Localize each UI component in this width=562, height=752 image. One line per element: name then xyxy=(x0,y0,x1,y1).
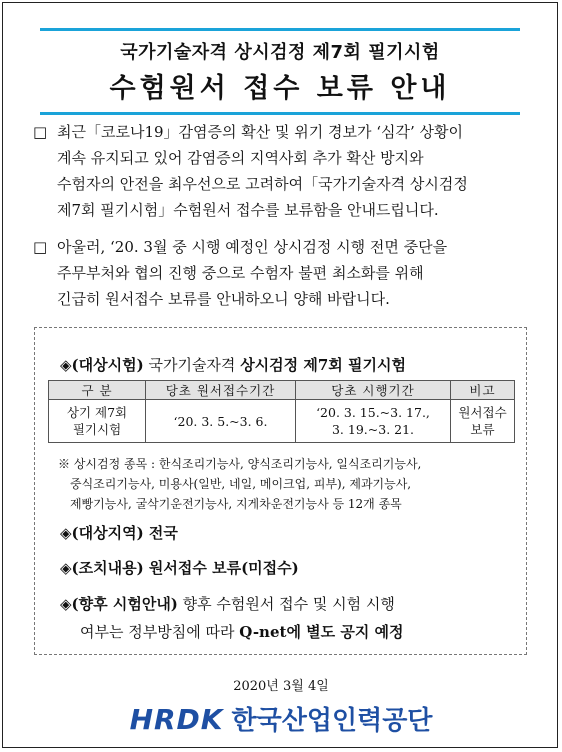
paragraph-line xyxy=(33,234,525,260)
future-label: (향후 시험안내) xyxy=(71,595,178,613)
future-emphasis: Q-net에 별도 공지 예정 xyxy=(239,623,404,641)
table-header-row xyxy=(49,381,515,400)
footer-logo xyxy=(0,700,562,737)
future-text: 향후 수험원서 접수 및 시험 시행 xyxy=(177,595,395,613)
note-line: 중식조리기능사, 미용사(일반, 네일, 메이크업, 피부), 제과기능사, xyxy=(70,477,412,491)
paragraph-line: 제7회 필기시험」수험원서 접수를 보류함을 안내드립니다. xyxy=(57,201,439,219)
cell-text: 보류 xyxy=(470,422,495,437)
paragraph-text: 아울러, ‘20. 3월 중 시행 예정인 상시검정 시행 전면 중단을 xyxy=(57,238,448,256)
exam-types-note xyxy=(58,454,520,514)
note-line: ※ 상시검정 종목 : 한식조리기능사, 양식조리기능사, 일식조리기능사, xyxy=(58,457,422,471)
action-text: 원서접수 보류(미접수) xyxy=(143,559,299,577)
checkbox-square-icon: □ xyxy=(33,238,48,256)
hrdk-logo: HRDK xyxy=(129,703,224,736)
target-exam-item xyxy=(60,354,406,375)
paragraph-line: 수험자의 안전을 최우선으로 고려하여「국가기술자격 상시검정 xyxy=(57,175,468,193)
column-header: 당초 원서접수기간 xyxy=(146,381,296,400)
table-row xyxy=(49,400,515,443)
paragraph-line: 주무부처와 협의 진행 중으로 수험자 불편 최소화를 위해 xyxy=(57,264,424,282)
diamond-bullet-icon: ◈ xyxy=(60,524,72,542)
area-text: 전국 xyxy=(143,524,178,542)
table-cell-remark xyxy=(451,400,515,443)
organization-name: 한국산업인력공단 xyxy=(231,706,433,736)
paragraph-line: 계속 유지되고 있어 감염증의 지역사회 추가 확산 방지와 xyxy=(57,149,424,167)
table-cell-exam-period xyxy=(296,400,451,443)
table-cell-apply-period: ‘20. 3. 5.~3. 6. xyxy=(146,400,296,443)
diamond-bullet-icon: ◈ xyxy=(60,356,72,374)
paragraph-line: 긴급히 원서접수 보류를 안내하오니 양해 바랍니다. xyxy=(57,290,390,308)
action-item xyxy=(60,557,299,578)
cell-text: ‘20. 3. 15.~3. 17., xyxy=(316,405,430,420)
paragraph-text: 최근「코로나19」감염증의 확산 및 위기 경보가 ‘심각’ 상황이 xyxy=(57,123,464,141)
cell-text: 원서접수 xyxy=(458,405,507,420)
title-block xyxy=(40,28,520,115)
cell-text: 상기 제7회 xyxy=(66,405,128,420)
column-header: 비고 xyxy=(451,381,515,400)
checkbox-square-icon: □ xyxy=(33,123,48,141)
page-subtitle: 국가기술자격 상시검정 제7회 필기시험 xyxy=(120,42,440,63)
diamond-bullet-icon: ◈ xyxy=(60,559,72,577)
cell-text: 필기시험 xyxy=(72,422,122,437)
future-guide-item xyxy=(60,590,404,646)
page-title: 수험원서 접수 보류 안내 xyxy=(109,73,451,104)
target-text: 국가기술자격 xyxy=(143,356,241,374)
cell-text: 3. 19.~3. 21. xyxy=(331,422,415,437)
notice-paragraph-2 xyxy=(33,234,525,312)
target-exam-name: 상시검정 제7회 필기시험 xyxy=(240,356,406,374)
diamond-bullet-icon: ◈ xyxy=(60,595,72,613)
column-header: 당초 시행기간 xyxy=(296,381,451,400)
paragraph-line xyxy=(33,119,525,145)
notice-paragraph-1 xyxy=(33,119,525,223)
title-rule-top xyxy=(40,28,520,31)
target-label: (대상시험) xyxy=(71,356,144,374)
column-header: 구 분 xyxy=(49,381,146,400)
area-label: (대상지역) xyxy=(71,524,144,542)
exam-schedule-table xyxy=(48,380,515,443)
target-area-item xyxy=(60,522,178,543)
title-rule-bottom xyxy=(40,112,520,115)
future-text-line2: 여부는 정부방침에 따라 xyxy=(80,623,240,641)
action-label: (조치내용) xyxy=(71,559,144,577)
note-line: 제빵기능사, 굴삭기운전기능사, 지게차운전기능사 등 12개 종목 xyxy=(70,497,402,511)
issue-date: 2020년 3월 4일 xyxy=(233,679,329,694)
table-cell-category xyxy=(49,400,146,443)
